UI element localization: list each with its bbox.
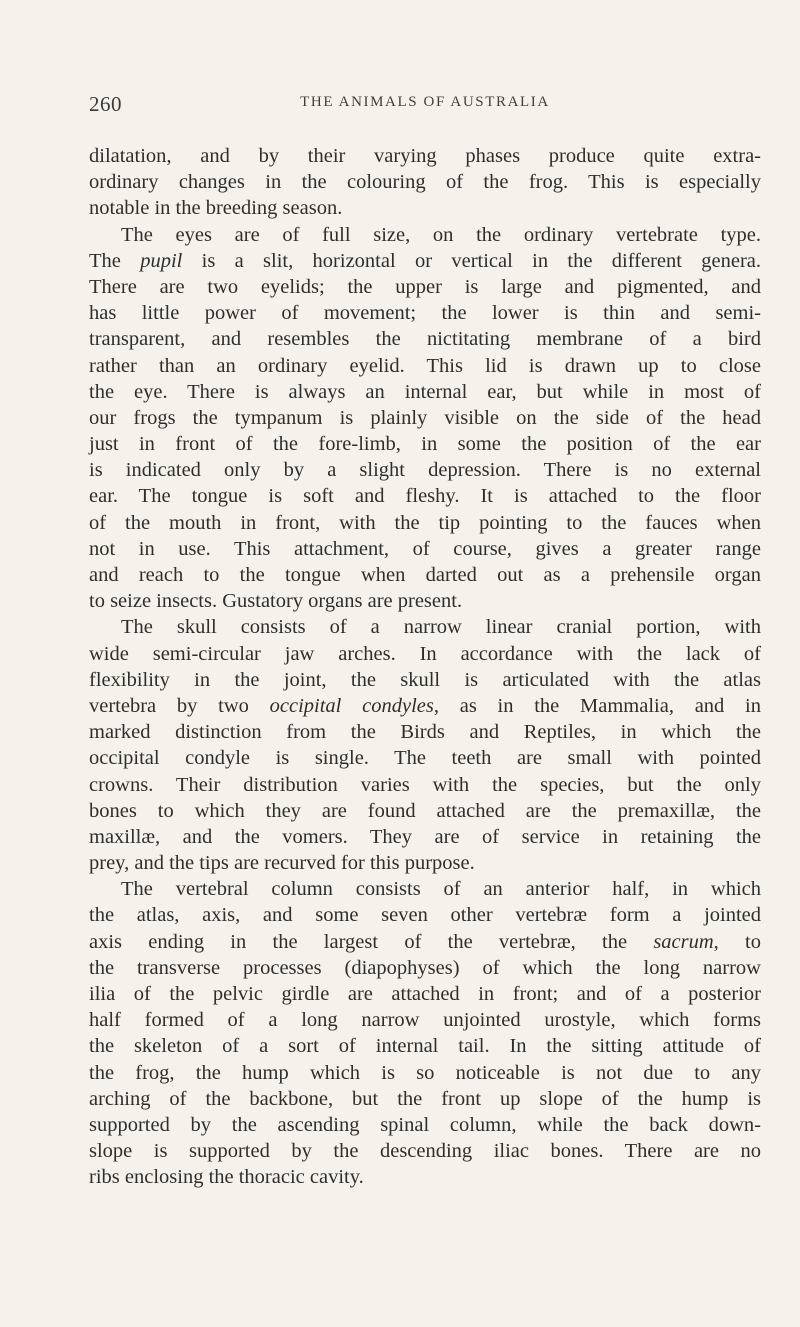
text-run: the eye. There is always an internal ear, but while in most of <box>89 380 761 403</box>
text-run: prey, and the tips are recurved for this purpose. <box>89 852 475 875</box>
text-line <box>89 483 761 509</box>
text-run: dilatation, and by their varying phases produce quite extra- <box>89 145 761 167</box>
text-run: the frog, the hump which is so noticeable is not due to any <box>89 1061 761 1084</box>
text-line <box>89 169 761 195</box>
text-run: bones to which they are found attached are the premaxillæ, the <box>89 799 761 822</box>
text-run: maxillæ, and the vomers. They are of service in retaining the <box>89 825 761 848</box>
text-run: just in front of the fore-limb, in some the position of the ear <box>89 433 761 456</box>
text-run: has little power of movement; the lower is thin and semi- <box>89 302 761 325</box>
text-line <box>89 824 761 850</box>
text-run: flexibility in the joint, the skull is articulated with the atlas <box>89 668 761 691</box>
text-run: the atlas, axis, and some seven other vertebræ form a jointed <box>89 904 761 927</box>
text-run: occipital condyle is single. The teeth are small with pointed <box>89 747 761 770</box>
paragraph-start-line <box>89 222 761 248</box>
text-line <box>89 902 761 928</box>
text-run: notable in the breeding season. <box>89 197 343 220</box>
text-run: the transverse processes (diapophyses) of which the long narrow <box>89 956 761 979</box>
text-line <box>89 562 761 588</box>
italic-term: pupil <box>140 249 183 272</box>
text-line <box>89 667 761 693</box>
text-line <box>89 641 761 667</box>
text-line <box>89 1112 761 1138</box>
paragraph-start-line <box>89 876 761 902</box>
text-line <box>89 457 761 483</box>
text-line <box>89 248 761 274</box>
text-run: to seize insects. Gustatory organs are present. <box>89 590 463 613</box>
body-text <box>89 143 761 1191</box>
running-head <box>89 92 761 118</box>
text-run: of the mouth in front, with the tip pointing to the fauces when <box>89 511 761 534</box>
text-run: The eyes are of full size, on the ordinary vertebrate type. <box>121 223 761 246</box>
page-number: 260 <box>89 92 122 116</box>
text-line <box>89 405 761 431</box>
text-run: ilia of the pelvic girdle are attached in front; and of a posterior <box>89 983 761 1005</box>
text-run: not in use. This attachment, of course, gives a greater range <box>89 537 761 560</box>
text-line <box>89 929 761 955</box>
text-run: supported by the ascending spinal column, while the back down- <box>89 1113 761 1136</box>
text-run: ear. The tongue is soft and fleshy. It is attached to the floor <box>89 485 761 508</box>
text-run: the skeleton of a sort of internal tail. In the sitting attitude of <box>89 1035 761 1058</box>
paragraph-start-line <box>89 614 761 640</box>
text-line <box>89 431 761 457</box>
text-line <box>89 326 761 352</box>
text-run: wide semi-circular jaw arches. In accordance with the lack of <box>89 642 761 665</box>
text-line <box>89 955 761 981</box>
italic-term: sacrum <box>653 930 714 953</box>
text-run: slope is supported by the descending iliac bones. There are no <box>89 1140 761 1163</box>
text-run: axis ending in the largest of the vertebræ, the <box>89 930 654 953</box>
text-line <box>89 1164 761 1190</box>
text-line <box>89 510 761 536</box>
text-line <box>89 745 761 771</box>
text-line <box>89 274 761 300</box>
text-line <box>89 981 761 1007</box>
text-run: vertebra by two <box>89 694 270 717</box>
text-run: There are two eyelids; the upper is large and pigmented, and <box>89 275 761 298</box>
text-line <box>89 772 761 798</box>
text-line <box>89 850 761 876</box>
text-run: half formed of a long narrow unjointed urostyle, which forms <box>89 1009 761 1032</box>
text-line <box>89 719 761 745</box>
italic-term: occipital condyles <box>269 694 434 717</box>
text-run: , to <box>713 930 761 953</box>
text-run: our frogs the tympanum is plainly visible on the side of the head <box>89 406 761 429</box>
text-line <box>89 143 761 169</box>
text-run: crowns. Their distribution varies with the species, but the only <box>89 773 761 796</box>
text-line <box>89 798 761 824</box>
text-line <box>89 195 761 221</box>
text-line <box>89 693 761 719</box>
text-line <box>89 353 761 379</box>
text-line <box>89 300 761 326</box>
text-run: arching of the backbone, but the front up slope of the hump is <box>89 1087 761 1110</box>
running-title: THE ANIMALS OF AUSTRALIA <box>300 94 550 110</box>
text-line <box>89 1060 761 1086</box>
text-line <box>89 1033 761 1059</box>
text-line <box>89 536 761 562</box>
text-run: ordinary changes in the colouring of the frog. This is especially <box>89 171 761 194</box>
text-run: and reach to the tongue when darted out as a prehensile organ <box>89 564 761 586</box>
text-run: transparent, and resembles the nictitating membrane of a bird <box>89 328 761 351</box>
text-run: marked distinction from the Birds and Reptiles, in which the <box>89 721 761 744</box>
text-line <box>89 1138 761 1164</box>
text-run: is a slit, horizontal or vertical in the different genera. <box>182 249 762 272</box>
text-line <box>89 379 761 405</box>
text-run: The skull consists of a narrow linear cranial portion, with <box>121 616 761 639</box>
text-run: The vertebral column consists of an anterior half, in which <box>121 878 761 901</box>
text-run: The <box>89 249 141 272</box>
text-run: rather than an ordinary eyelid. This lid is drawn up to close <box>89 354 761 377</box>
text-run: is indicated only by a slight depression. There is no external <box>89 459 761 482</box>
text-run: ribs enclosing the thoracic cavity. <box>89 1166 364 1189</box>
text-line <box>89 588 761 614</box>
text-line <box>89 1007 761 1033</box>
text-run: , as in the Mammalia, and in <box>433 694 761 717</box>
text-line <box>89 1086 761 1112</box>
